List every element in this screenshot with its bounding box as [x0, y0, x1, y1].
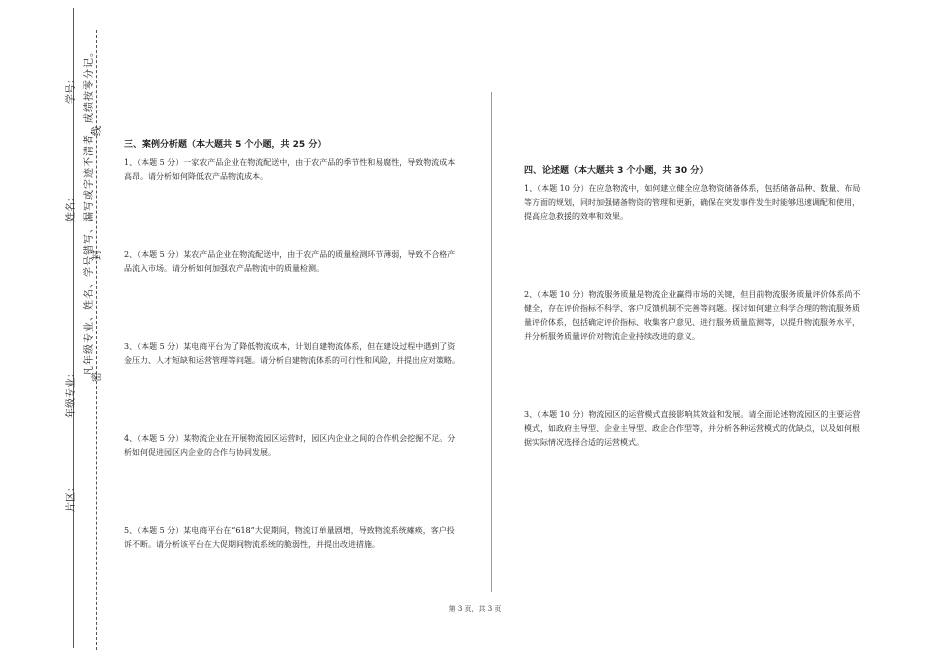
section3-question-5: 5、（本题 5 分）某电商平台在“618”大促期间，物流订单量剧增，导致物流系统瘫痪，客户投诉不断。请分析该平台在大促期间物流系统的脆弱性，并提出改进措施。: [124, 526, 455, 549]
section3-question-4: 4、（本题 5 分）某物流企业在开展物流园区运营时，园区内企业之间的合作机会挖掘不足。分析如何促进园区内企业的合作与协同发展。: [124, 434, 456, 457]
section4-title: 四、论述题（本大题共 3 个小题，共 30 分）: [524, 166, 709, 176]
section-case-analysis: [124, 138, 462, 552]
column-divider: [491, 92, 492, 592]
section3-question-1: 1、（本题 5 分）一家农产品企业在物流配送中，由于农产品的季节性和易腐性，导致物流成本高昂。请分析如何降低农产品物流成本。: [124, 158, 456, 181]
seal-mi: 密: [92, 372, 103, 382]
seal-xian: 线: [92, 126, 103, 136]
seal-notice: 凡年级专业、姓名、学号错写、漏写或字迹不清者，成绩按零分记。: [84, 46, 95, 376]
section4-question-2: 2、（本题 10 分）物流服务质量是物流企业赢得市场的关键，但目前物流服务质量评价体系尚不健全，存在评价指标不科学、客户反馈机制不完善等问题。探讨如何建立科学合理的物流服务质量评价体系，包括确定评价指标、收集客户意见、进行服务质量监测等，以提升物流服务水平，并分析服务质量评价对物流企业持续改进的意义。: [524, 290, 861, 341]
section4-question-3: 3、（本题 10 分）物流园区的运营模式直接影响其效益和发展。请全面论述物流园区的主要运营模式，如政府主导型、企业主导型、政企合作型等，并分析各种运营模式的优缺点，以及如何根据实际情况选择合适的运营模式。: [524, 410, 861, 447]
seal-feng: 封: [92, 250, 103, 260]
major-label: 年级专业：: [66, 368, 77, 418]
section3-title: 三、案例分析题（本大题共 5 个小题，共 25 分）: [124, 140, 327, 150]
name-label: 姓名：: [66, 192, 77, 222]
section4-question-1: 1、（本题 10 分）在应急物流中，如何建立健全应急物资储备体系，包括储备品种、数量、布局等方面的规划，同时加强储备物资的管理和更新，确保在突发事件发生时能够迅速调配和使用，提高应急救援的效率和效果。: [524, 184, 861, 221]
section-essay: [524, 164, 862, 450]
region-label: 片区：: [66, 482, 77, 512]
binding-dashed-line: [96, 30, 97, 650]
binding-solid-line: [73, 8, 74, 648]
page-footer: 第 3 页，共 3 页: [448, 605, 502, 613]
section3-question-2: 2、（本题 5 分）某农产品企业在物流配送中，由于农产品的质量检测环节薄弱，导致不合格产品流入市场。请分析如何加强农产品物流中的质量检测。: [124, 250, 456, 273]
student-id-label: 学号：: [66, 74, 77, 104]
binding-margin: [0, 0, 110, 672]
section3-question-3: 3、（本题 5 分）某电商平台为了降低物流成本，计划自建物流体系，但在建设过程中遇到了资金压力、人才短缺和运营管理等问题。请分析自建物流体系的可行性和风险，并提出应对策略。: [124, 342, 460, 365]
